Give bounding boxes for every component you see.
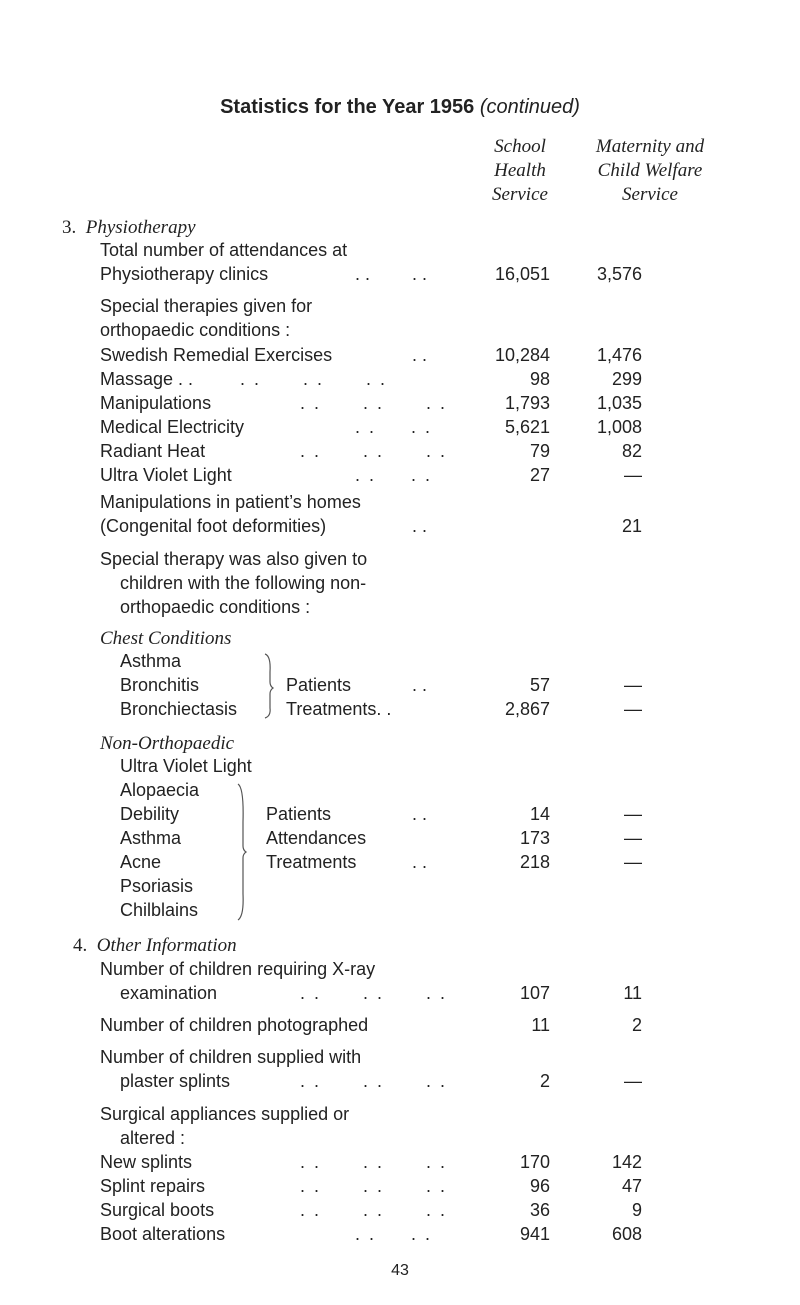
leader-dots: . . [412, 264, 428, 284]
value-school: 2,867 [504, 699, 550, 719]
row-label: Total number of attendances at [100, 240, 348, 260]
leader-dots: . . . . [355, 1224, 433, 1244]
row-label: Splint repairs [100, 1176, 206, 1196]
condition-label: Acne [120, 852, 162, 872]
condition-label: Bronchiectasis [120, 699, 238, 719]
row-label: altered : [120, 1128, 186, 1148]
value-school: 36 [529, 1200, 550, 1220]
value-maternity: 21 [621, 516, 642, 536]
value-school: 2 [539, 1071, 550, 1091]
row-label: Medical Electricity [100, 417, 245, 437]
leader-dots: . . . . . . [300, 441, 448, 461]
value-maternity: 299 [611, 369, 642, 389]
row-label: Surgical appliances supplied or [100, 1104, 350, 1124]
value-school: 96 [529, 1176, 550, 1196]
condition-label: Asthma [120, 651, 182, 671]
value-school: 941 [519, 1224, 550, 1244]
leader-dots: . . . . . . [300, 1071, 448, 1091]
section-4-heading: 4. Other Information [73, 935, 237, 956]
column-header-school: School Health Service [492, 136, 548, 205]
condition-label: Bronchitis [120, 675, 200, 695]
value-maternity: — [624, 828, 642, 848]
chest-conditions-heading: Chest Conditions [100, 628, 232, 649]
value-maternity: 2 [631, 1015, 642, 1035]
leader-dots: . . . . . . [300, 983, 448, 1003]
row-label: Physiotherapy clinics [100, 264, 269, 284]
value-school: 57 [529, 675, 550, 695]
leader-dots: . . . . . . [300, 393, 448, 413]
row-label: Special therapies given for [100, 296, 313, 316]
row-label: Boot alterations [100, 1224, 226, 1244]
value-school: 218 [519, 852, 550, 872]
value-maternity: 47 [621, 1176, 642, 1196]
value-maternity: 1,035 [596, 393, 642, 413]
value-maternity: — [624, 675, 642, 695]
measure-label: Treatments. . [286, 699, 392, 719]
value-school: 16,051 [494, 264, 550, 284]
value-maternity: 608 [611, 1224, 642, 1244]
row-label: Swedish Remedial Exercises [100, 345, 333, 365]
column-header-maternity: Maternity and Child Welfare Service [595, 136, 705, 205]
leader-dots: . . . . [355, 417, 433, 437]
leader-dots: . . . . . . [300, 1200, 448, 1220]
value-maternity: 9 [631, 1200, 642, 1220]
value-maternity: 82 [621, 441, 642, 461]
row-label: New splints [100, 1152, 193, 1172]
measure-label: Attendances [266, 828, 367, 848]
value-school: 10,284 [494, 345, 550, 365]
value-maternity: — [624, 804, 642, 824]
row-label: plaster splints [120, 1071, 231, 1091]
condition-label: Alopaecia [120, 780, 200, 800]
row-label: orthopaedic conditions : [120, 597, 311, 617]
value-school: 79 [529, 441, 550, 461]
condition-label: Asthma [120, 828, 182, 848]
value-maternity: — [624, 465, 642, 485]
value-school: 1,793 [504, 393, 550, 413]
non-orthopaedic-heading: Non-Orthopaedic [100, 733, 235, 754]
leader-dots: . . . . [355, 465, 433, 485]
row-label: Number of children supplied with [100, 1047, 362, 1067]
row-label: Special therapy was also given to [100, 549, 368, 569]
condition-label: Psoriasis [120, 876, 194, 896]
row-label: examination [120, 983, 218, 1003]
leader-dots: . . . . . . [300, 1152, 448, 1172]
value-maternity: 11 [623, 983, 642, 1003]
value-maternity: 1,476 [596, 345, 642, 365]
row-label: Massage . . [100, 369, 194, 389]
value-school: 170 [519, 1152, 550, 1172]
section-3-heading: 3. Physiotherapy [62, 217, 196, 238]
leader-dots: . . [412, 675, 428, 695]
leader-dots: . . [412, 804, 428, 824]
leader-dots: . . [412, 852, 428, 872]
condition-label: Chilblains [120, 900, 199, 920]
row-label: Radiant Heat [100, 441, 206, 461]
row-label: Surgical boots [100, 1200, 215, 1220]
value-maternity: — [624, 1071, 642, 1091]
value-school: 5,621 [504, 417, 550, 437]
value-school: 14 [529, 804, 550, 824]
value-maternity: — [624, 699, 642, 719]
leader-dots: . . . . . . [240, 369, 388, 389]
value-maternity: 142 [611, 1152, 642, 1172]
value-school: 107 [519, 983, 550, 1003]
page-number: 43 [391, 1262, 409, 1279]
value-maternity: 3,576 [596, 264, 642, 284]
row-label: Manipulations in patient’s homes [100, 492, 361, 512]
row-label: orthopaedic conditions : [100, 320, 291, 340]
row-label: Ultra Violet Light [100, 465, 232, 485]
value-school: 173 [519, 828, 550, 848]
value-maternity: — [624, 852, 642, 872]
value-school: 98 [529, 369, 550, 389]
measure-label: Patients [286, 675, 352, 695]
row-label: children with the following non- [120, 573, 367, 593]
leader-dots: . . [412, 345, 428, 365]
leader-dots: . . [355, 264, 371, 284]
row-label: Number of children photographed [100, 1015, 369, 1035]
row-label: (Congenital foot deformities) [100, 516, 327, 536]
row-label: Manipulations [100, 393, 212, 413]
row-label: Number of children requiring X-ray [100, 959, 376, 979]
brace-icon [262, 652, 276, 720]
measure-label: Treatments [266, 852, 357, 872]
measure-label: Patients [266, 804, 332, 824]
value-school: 27 [529, 465, 550, 485]
value-school: 11 [531, 1015, 550, 1035]
page-title: Statistics for the Year 1956 (continued) [220, 96, 580, 118]
condition-label: Ultra Violet Light [120, 756, 252, 776]
brace-icon [235, 782, 249, 922]
leader-dots: . . [412, 516, 428, 536]
value-maternity: 1,008 [596, 417, 642, 437]
leader-dots: . . . . . . [300, 1176, 448, 1196]
condition-label: Debility [120, 804, 180, 824]
